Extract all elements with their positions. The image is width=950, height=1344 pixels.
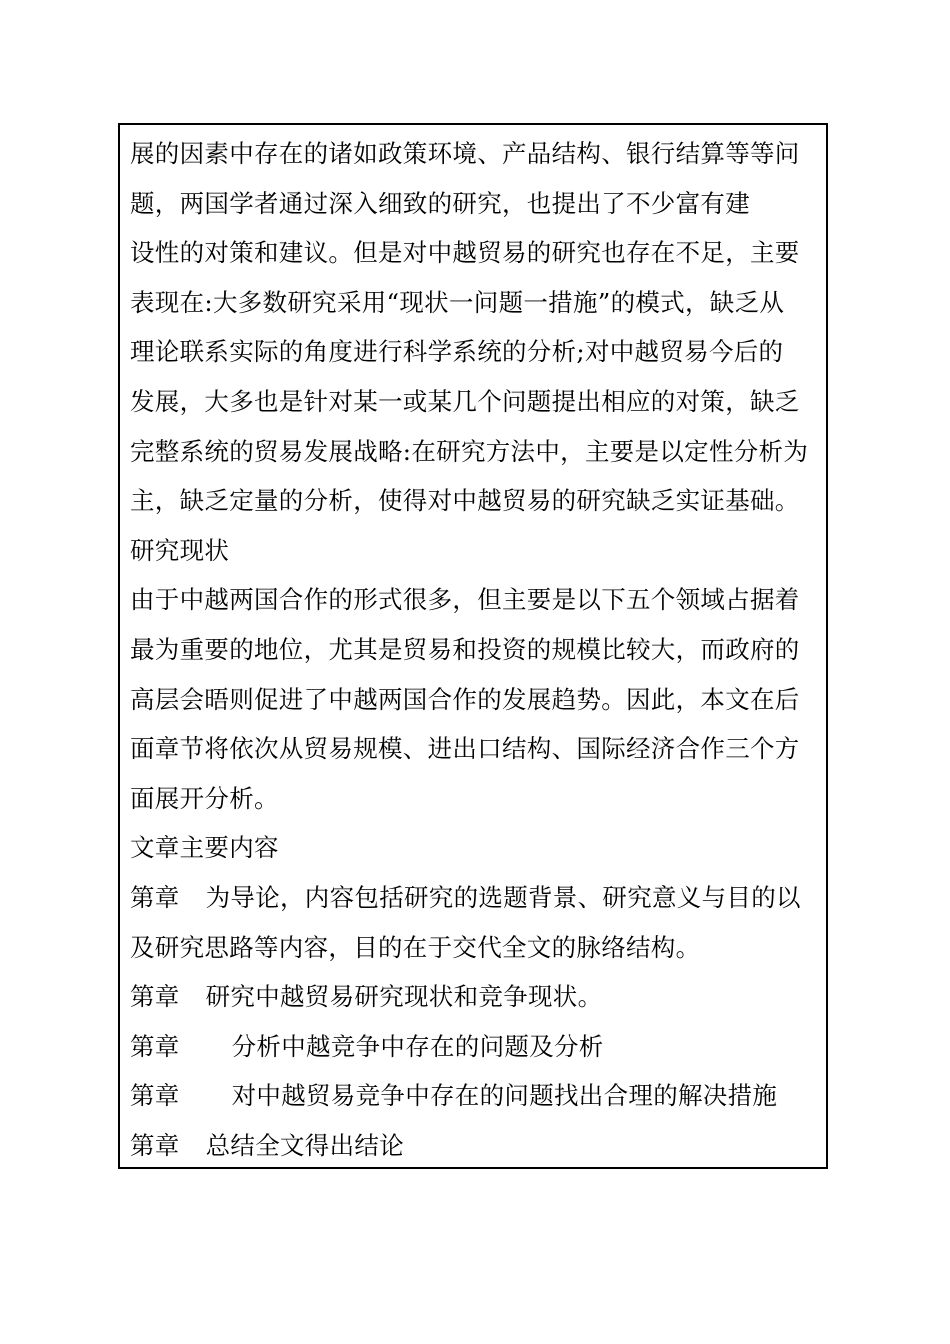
chapter-line xyxy=(130,1022,822,1072)
chapter-label: 第章 xyxy=(130,1130,180,1160)
chapter-text: 研究中越贸易研究现状和竞争现状。 xyxy=(205,982,603,1012)
status-line: 高层会晤则促进了中越两国合作的发展趋势。因此，本文在后 xyxy=(130,684,800,714)
body-line: 题，两国学者通过深入细致的研究，也提出了不少富有建 xyxy=(130,188,750,218)
chapter-line xyxy=(130,972,822,1022)
status-line: 面章节将依次从贸易规模、进出口结构、国际经济合作三个方 xyxy=(130,734,800,764)
section-heading-content: 文章主要内容 xyxy=(130,833,279,863)
chapter-line xyxy=(130,1071,822,1121)
chapter-text: 总结全文得出结论 xyxy=(205,1130,405,1160)
chapter-text: 分析中越竞争中存在的问题及分析 xyxy=(231,1031,604,1061)
body-line: 主，缺乏定量的分析，使得对中越贸易的研究缺乏实证基础。 xyxy=(130,486,800,516)
chapter-label: 第章 xyxy=(130,882,180,912)
body-line: 理论联系实际的角度进行科学系统的分析;对中越贸易今后的 xyxy=(130,337,784,367)
body-line: 完整系统的贸易发展战略:在研究方法中，主要是以定性分析为 xyxy=(130,436,809,466)
chapter-line xyxy=(130,873,822,923)
chapter-text: 为导论，内容包括研究的选题背景、研究意义与目的以 xyxy=(205,882,801,912)
document-body xyxy=(130,129,822,1170)
section-heading-status: 研究现状 xyxy=(130,535,230,565)
chapter-line xyxy=(130,923,822,973)
chapter-text: 及研究思路等内容，目的在于交代全文的脉络结构。 xyxy=(130,932,701,962)
chapter-label: 第章 xyxy=(130,1081,180,1111)
body-line: 发展，大多也是针对某一或某几个问题提出相应的对策，缺乏 xyxy=(130,386,800,416)
body-line: 表现在:大多数研究采用“现状一问题一措施”的模式，缺乏从 xyxy=(130,287,785,317)
body-line: 设性的对策和建议。但是对中越贸易的研究也存在不足，主要 xyxy=(130,238,800,268)
body-line: 展的因素中存在的诸如政策环境、产品结构、银行结算等等问 xyxy=(130,139,800,168)
status-line: 由于中越两国合作的形式很多，但主要是以下五个领域占据着 xyxy=(130,585,800,615)
chapter-line xyxy=(130,1121,822,1171)
chapter-label: 第章 xyxy=(130,1031,180,1061)
chapter-label: 第章 xyxy=(130,982,180,1012)
chapter-text: 对中越贸易竞争中存在的问题找出合理的解决措施 xyxy=(231,1081,778,1111)
status-line: 最为重要的地位，尤其是贸易和投资的规模比较大，而政府的 xyxy=(130,634,800,664)
bordered-text-frame xyxy=(118,123,828,1169)
status-line: 面展开分析。 xyxy=(130,783,279,813)
